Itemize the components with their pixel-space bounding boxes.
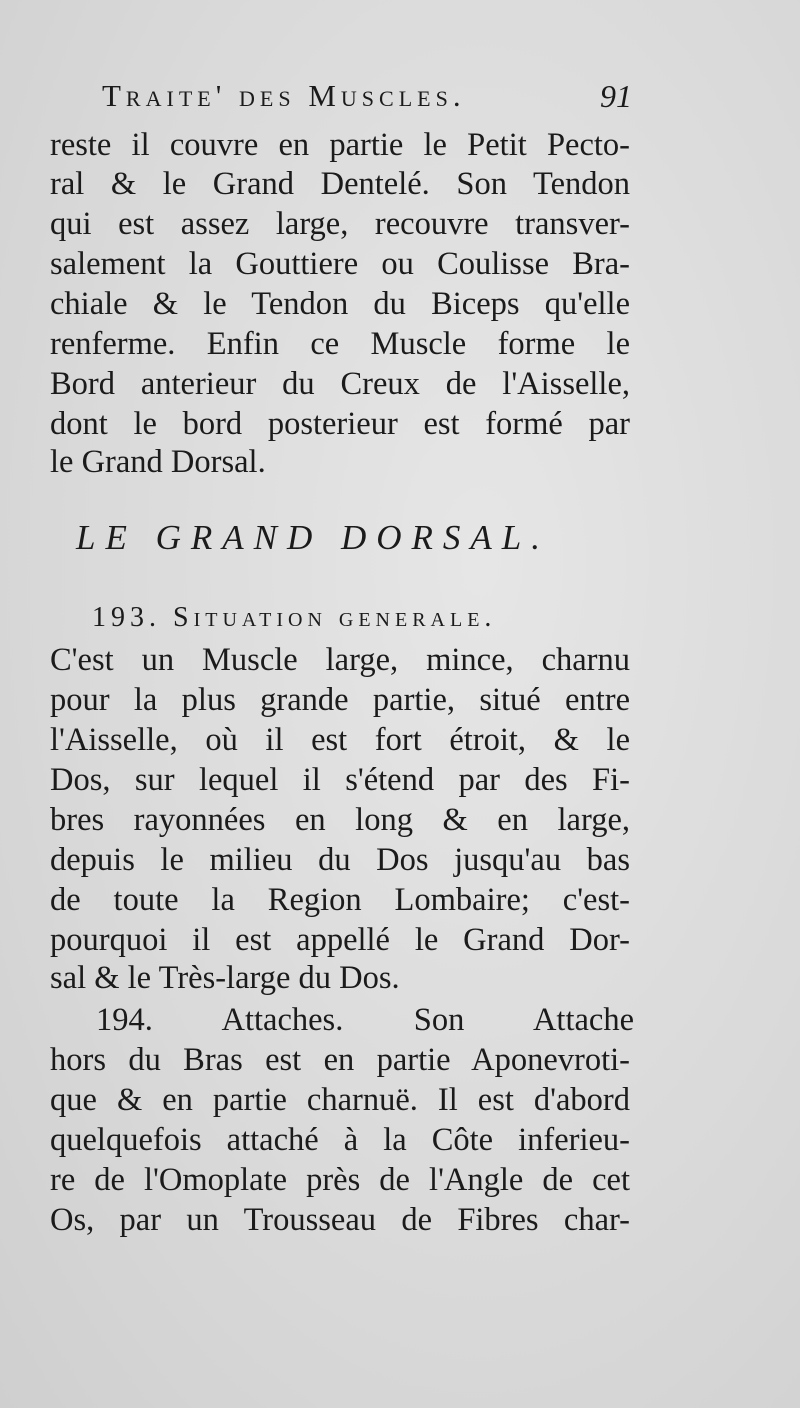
text-line: depuis le milieu du Dos jusqu'au bas [50, 842, 630, 878]
text-line: chiale & le Tendon du Biceps qu'elle [50, 286, 630, 322]
text-line: sal & le Très-large du Dos. [50, 960, 400, 996]
text-line: quelquefois attaché à la Côte inferieu- [50, 1122, 630, 1158]
text-line: ral & le Grand Dentelé. Son Tendon [50, 166, 630, 202]
text-line: renferme. Enfin ce Muscle forme le [50, 326, 630, 362]
text-line: C'est un Muscle large, mince, charnu [50, 642, 630, 678]
text-line: Dos, sur lequel il s'étend par des Fi- [50, 762, 630, 798]
section-title: LE GRAND DORSAL. [76, 518, 551, 557]
running-title: Traite' des Muscles. [102, 78, 466, 113]
page-number: 91 [600, 78, 632, 114]
text-line: reste il couvre en partie le Petit Pecto- [50, 127, 630, 163]
text-line: bres rayonnées en long & en large, [50, 802, 630, 838]
text-line: dont le bord posterieur est formé par [50, 406, 630, 442]
text-line: salement la Gouttiere ou Coulisse Bra- [50, 246, 630, 282]
text-line: pourquoi il est appellé le Grand Dor- [50, 922, 630, 958]
text-line: que & en partie charnuë. Il est d'abord [50, 1082, 630, 1118]
text-line: de toute la Region Lombaire; c'est- [50, 882, 630, 918]
text-line: Os, par un Trousseau de Fibres char- [50, 1202, 630, 1238]
text-line: 194. Attaches. Son Attache [96, 1002, 634, 1038]
text-line: re de l'Omoplate près de l'Angle de cet [50, 1162, 630, 1198]
text-line: l'Aisselle, où il est fort étroit, & le [50, 722, 630, 758]
text-line: Bord anterieur du Creux de l'Aisselle, [50, 366, 630, 402]
text-line: le Grand Dorsal. [50, 444, 266, 480]
text-line: pour la plus grande partie, situé entre [50, 682, 630, 718]
text-line: hors du Bras est en partie Aponevroti- [50, 1042, 630, 1078]
article-heading: 193. Situation generale. [92, 602, 497, 633]
text-line: qui est assez large, recouvre transver- [50, 206, 630, 242]
page-header [102, 78, 632, 118]
